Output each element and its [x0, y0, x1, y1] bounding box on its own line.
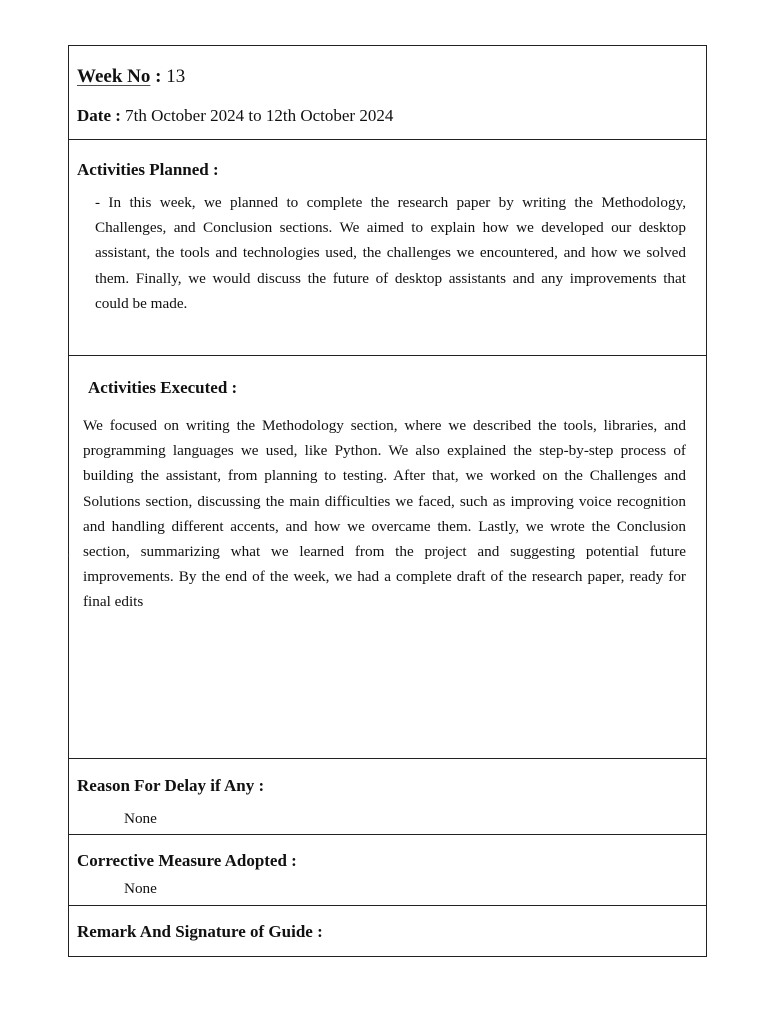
week-number-line [77, 66, 185, 88]
corrective-measure-heading: Corrective Measure Adopted : [77, 851, 297, 870]
corrective-measure-section [69, 834, 706, 905]
activities-planned-text: - In this week, we planned to complete the research paper by writing the Methodology, Challenges, and Conclusion sections. We aimed to explain how we developed our desktop assistant, the tools and technologies used, the challenges we encountered, and how we solved them. Finally, we would discuss the future of desktop assistants and any improvements that could be made. [95, 194, 686, 312]
week-number: 13 [166, 66, 186, 87]
reason-for-delay-section [69, 758, 706, 834]
corrective-measure-value: None [124, 880, 157, 897]
date-value: 7th October 2024 to 12th October 2024 [125, 106, 394, 125]
date-line [77, 106, 393, 126]
date-label: Date : [77, 106, 121, 125]
activities-planned-heading: Activities Planned : [77, 160, 219, 179]
activities-executed-text: We focused on writing the Methodology section, where we described the tools, libraries, and programming languages we used, like Python. We also explained the step-by-step process of building the assistant, from planning to testing. After that, we worked on the Challenges and Solutions section, discussing the main difficulties we faced, such as improving voice recognition and handling different accents, and how we overcame them. Lastly, we wrote the Conclusion section, summarizing what we learned from the project and suggesting potential future improvements. By the end of the week, we had a complete draft of the research paper, ready for final edits [83, 417, 686, 611]
activities-planned-section [69, 139, 706, 355]
week-separator: : [150, 66, 167, 87]
weekly-report-table [68, 45, 707, 957]
remark-heading: Remark And Signature of Guide : [77, 922, 323, 941]
activities-executed-heading: Activities Executed : [88, 378, 238, 397]
activities-executed-section [69, 355, 706, 758]
stray-mark: ' [68, 553, 70, 562]
week-label: Week No [77, 66, 151, 87]
reason-for-delay-value: None [124, 810, 157, 827]
week-section [69, 46, 706, 139]
reason-for-delay-heading: Reason For Delay if Any : [77, 776, 265, 795]
remark-section [69, 905, 706, 955]
